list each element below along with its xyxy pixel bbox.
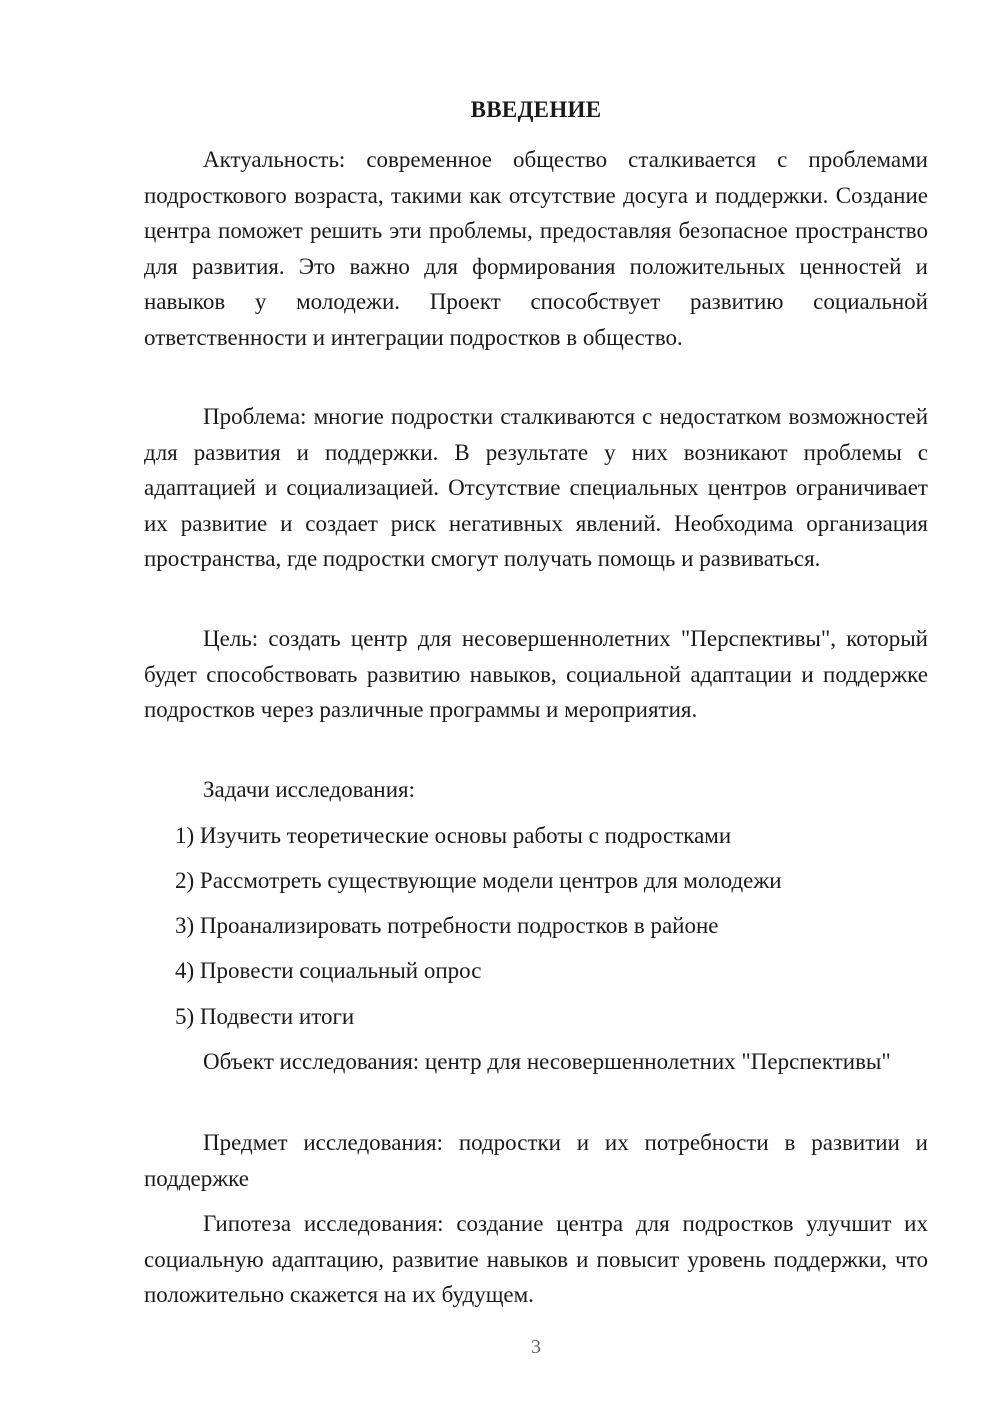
section-heading: ВВЕДЕНИЕ (470, 97, 602, 122)
task-item-5: 5) Подвести итоги (175, 1004, 355, 1029)
goal-paragraph: Цель: создать центр для несовершеннолетних "Перспективы", который будет способствовать развитию навыков, социальной адаптации и поддержке подростков через различные программы и мероприятия. (144, 626, 928, 722)
task-item-4: 4) Провести социальный опрос (175, 958, 482, 983)
problem-paragraph: Проблема: многие подростки сталкиваются с недостатком возможностей для развития и поддержки. В результате у них возникают проблемы с адаптацией и социализацией. Отсутствие специальных центров ограничивает их развитие и создает риск негативных явлений. Необходима организация пространства, где подростки смогут получать помощь и развиваться. (144, 404, 928, 571)
object-paragraph: Объект исследования: центр для несовершеннолетних "Перспективы" (203, 1049, 891, 1074)
page-number: 3 (531, 1336, 541, 1358)
task-item-3: 3) Проанализировать потребности подростков в районе (175, 913, 719, 938)
tasks-heading: Задачи исследования: (203, 777, 416, 802)
subject-paragraph: Предмет исследования: подростки и их потребности в развитии и поддержке (144, 1130, 928, 1191)
hypothesis-paragraph: Гипотеза исследования: создание центра для подростков улучшит их социальную адаптацию, развитие навыков и повысит уровень поддержки, что положительно скажется на их будущем. (144, 1211, 928, 1307)
task-item-1: 1) Изучить теоретические основы работы с подростками (175, 823, 732, 848)
task-item-2: 2) Рассмотреть существующие модели центров для молодежи (175, 868, 782, 893)
relevance-paragraph: Актуальность: современное общество сталкивается с проблемами подросткового возраста, такими как отсутствие досуга и поддержки. Создание центра поможет решить эти проблемы, предоставляя безопасное пространство для развития. Это важно для формирования положительных ценностей и навыков у молодежи. Проект способствует развитию социальной ответственности и интеграции подростков в общество. (144, 147, 928, 350)
